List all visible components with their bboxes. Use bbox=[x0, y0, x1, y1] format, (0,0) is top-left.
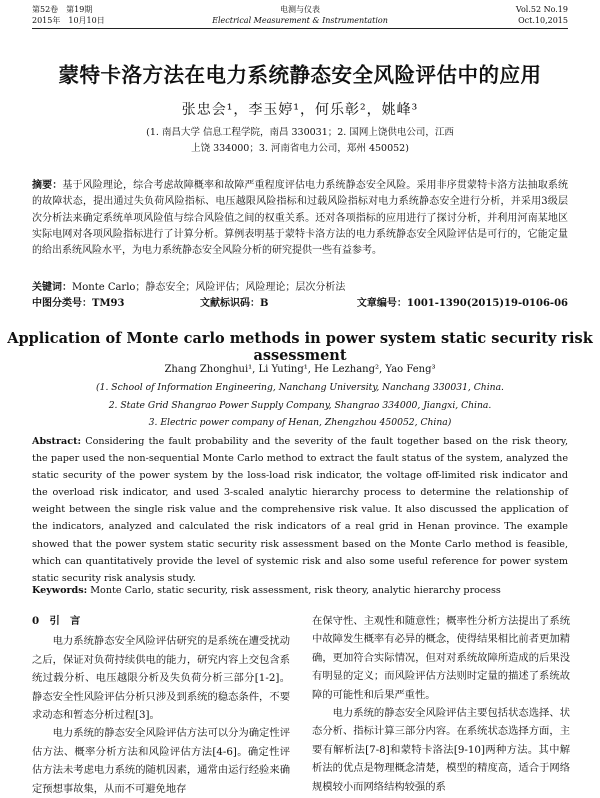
article-number: 文章编号：1001-1390(2015)19-0106-06 bbox=[356, 298, 568, 309]
affiliation-line: 2. State Grid Shangrao Power Supply Company, Shangrao 334000, Jiangxi, China. bbox=[108, 399, 492, 411]
authors-en: Zhang Zhonghui¹, Li Yuting¹, He Lezhang², Yao Feng³ bbox=[164, 364, 436, 375]
volume-en: Vol.52 No.19 bbox=[515, 5, 568, 14]
affiliation-line: 3. Electric power company of Henan, Zhengzhou 450052, China) bbox=[148, 417, 452, 428]
journal-name-en: Electrical Measurement & Instrumentation bbox=[212, 16, 388, 25]
authors-zh: 张忠会¹，李玉婷¹，何乐彰²，姚峰³ bbox=[181, 102, 419, 118]
journal-name bbox=[32, 4, 568, 26]
page-header bbox=[32, 4, 568, 28]
section-heading-introduction: 0 引 言 bbox=[32, 615, 81, 627]
affiliation-line: (1. 南昌大学 信息工程学院，南昌 330031；2. 国网上饶供电公司，江西 bbox=[146, 127, 454, 138]
affiliation-line: 上饶 334000；3. 河南省电力公司，郑州 450052) bbox=[191, 143, 409, 154]
body-paragraph: 电力系统静态安全风险评估研究的是系统在遭受扰动之后，保证对负荷持续供电的能力，研究内容上交包含系统过载分析、电压越限分析及失负荷分析三部分[1-2]。静态安全性风险评估分析只涉及到系统的稳态条件，不要求动态和暂态分析过程[3]。 bbox=[32, 635, 290, 722]
keywords-en bbox=[32, 585, 568, 596]
abstract-label-zh: 摘要： bbox=[32, 180, 63, 191]
body-paragraph: 电力系统的静态安全风险评估方法可以分为确定性评估方法、概率分析方法和风险评估方法[4-6]。确定性评估方法未考虑电力系统的随机因素，通常由运行经验来确定预想事故集，从而不可避免地存 bbox=[32, 727, 290, 795]
issue-date: 2015年 10月10日 bbox=[32, 16, 105, 25]
keywords-zh bbox=[32, 278, 568, 293]
journal-volume-en bbox=[516, 4, 568, 26]
body-column-left bbox=[32, 612, 290, 798]
document-code: 文献标识码：B bbox=[200, 298, 269, 309]
affiliations-en bbox=[60, 379, 540, 432]
abstract-en bbox=[32, 433, 568, 587]
issue-volume: 第52卷 第19期 bbox=[32, 5, 93, 14]
paper-title-zh: 蒙特卡洛方法在电力系统静态安全风险评估中的应用 bbox=[58, 63, 542, 87]
header-divider bbox=[32, 28, 568, 29]
abstract-text-en: Considering the fault probability and the severity of the fault together based on the risk theory, the paper used the non-sequential Monte Carlo method to extract the fault status of the system, analyzed the static security of the power system by the loss-load risk indicator, the voltage off-limited risk indicator and the overload risk indicator, and used 3-scaled analytic hierarchy process to determine the relationship of weight between the single risk value and the comprehensive risk value. It also discussed the application of the indicators, analyzed and calculated the risk indicators of a real grid in Henan province. The example showed that the power system static security risk assessment based on the Monte Carlo method is feasible, which can quantitatively provide the level of systemic risk and also some useful reference for power system static security risk analysis study. bbox=[32, 436, 568, 584]
journal-name-zh: 电测与仪表 bbox=[280, 5, 320, 14]
paper-title-en: Application of Monte carlo methods in power system static security risk assessment bbox=[7, 330, 593, 364]
clc-number: 中图分类号：TM93 bbox=[32, 298, 125, 309]
body-column-right bbox=[312, 612, 570, 796]
keywords-label-en: Keywords: bbox=[32, 585, 88, 596]
keywords-text-en: Monte Carlo, static security, risk assessment, risk theory, analytic hierarchy process bbox=[90, 585, 501, 596]
affiliations-zh bbox=[60, 125, 540, 157]
keywords-label-zh: 关键词： bbox=[32, 282, 72, 293]
abstract-zh bbox=[32, 178, 568, 259]
keywords-text-zh: Monte Carlo；静态安全；风险评估；风险理论；层次分析法 bbox=[72, 282, 346, 293]
abstract-text-zh: 基于风险理论，综合考虑故障概率和故障严重程度评估电力系统静态安全风险。采用非序贯蒙特卡洛方法抽取系统的故障状态，提出通过失负荷风险指标、电压越限风险指标和过载风险指标对电力系统静态安全进行分析，并采用3级层次分析法来确定系统单项风险值与综合风险值之间的权重关系。还对各项指标的应用进行了探讨分析，并利用河南某地区实际电网对各项风险指标进行了计算分析。算例表明基于蒙特卡洛方法的电力系统静态安全风险评估是可行的，它能定量的给出系统风险水平，为电力系统静态安全风险分析的研究提供一些有益参考。 bbox=[32, 180, 569, 257]
date-en: Oct.10,2015 bbox=[518, 16, 568, 25]
affiliation-line: (1. School of Information Engineering, Nanchang University, Nanchang 330031, China. bbox=[96, 382, 504, 393]
body-paragraph: 在保守性、主观性和随意性；概率性分析方法提出了系统中故障发生概率有必异的概念，使得结果相比前者更加精确，更加符合实际情况，但对对系统故障所造成的后果没有明显的定义；而风险评估方法则时定量的描述了系统故障的可能性和后果严重性。 bbox=[312, 615, 570, 701]
abstract-label-en: Abstract: bbox=[32, 436, 82, 447]
body-paragraph: 电力系统的静态安全风险评估主要包括状态选择、状态分析、指标计算三部分内容。在系统状态选择方面，主要有解析法[7-8]和蒙特卡洛法[9-10]两种方法。其中解析法的优点是物理概念清楚，模型的精度高，适合于网络规模较小而网络结构较强的系 bbox=[312, 707, 570, 793]
